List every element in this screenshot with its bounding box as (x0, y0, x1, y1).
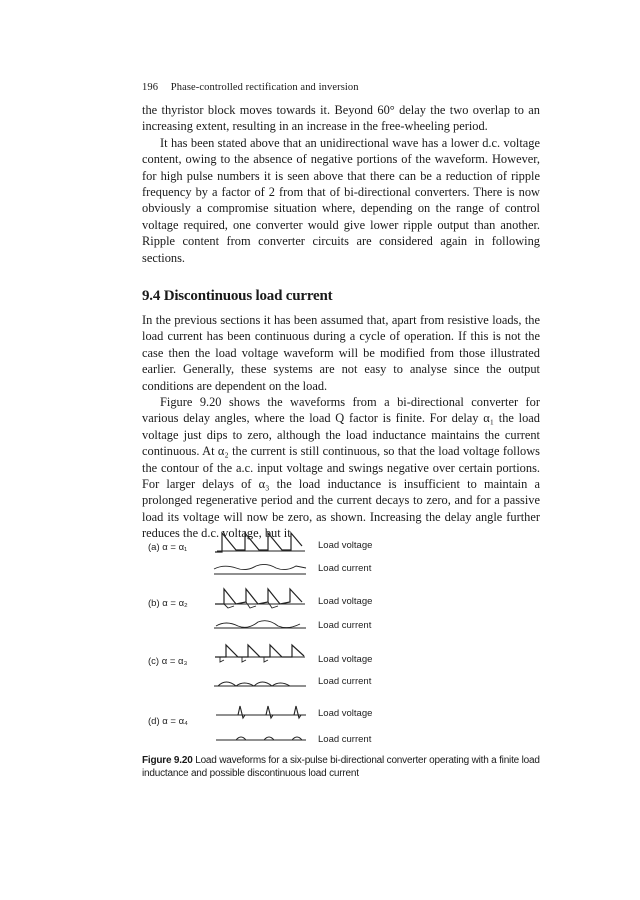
section-heading: 9.4 Discontinuous load current (142, 288, 333, 304)
row-b-label: (b) α = α₂ (148, 598, 188, 609)
row-d-current-label: Load current (318, 734, 372, 745)
row-b-voltage-waveform (212, 584, 307, 634)
row-a-voltage-waveform (212, 528, 307, 578)
running-title: Phase-controlled rectification and inversion (170, 82, 359, 93)
row-d-voltage-waveform (212, 700, 307, 750)
paragraph: In the previous sections it has been assumed that, apart from resistive loads, the load current has been continuous during a cycle of operation. If this is not the case then the load voltage waveform will be modified from those illustrated earlier. Generally, these systems are not easy to analyse since the output conditions are dependent on the load. (142, 313, 540, 393)
paragraph: the thyristor block moves towards it. Beyond 60° delay the two overlap to an increasing extent, resulting in an increase in the free-wheeling period. (142, 103, 540, 134)
row-a-current-label: Load current (318, 563, 372, 574)
row-c-label: (c) α = α₃ (148, 656, 188, 667)
paragraph: It has been stated above that an unidirectional wave has a lower d.c. voltage content, owing to the absence of negative portions of the waveform. However, for high pulse numbers it is seen above that there can be a reduction of ripple frequency by a factor of 2 from that of bi-directional converters. There is now obviously a compromise situation where, depending on the range of control voltage required, one converter would give lower ripple output than another. Ripple content from converter circuits are considered again in following sections. (142, 135, 540, 265)
caption-text: Load waveforms for a six-pulse bi-directional converter operating with a finite load inductance and possible discontinuous load current (142, 755, 540, 779)
row-c-current-label: Load current (318, 676, 372, 687)
running-header (142, 82, 359, 93)
paragraph: Figure 9.20 shows the waveforms from a bi-directional converter for various delay angles, where the load Q factor is finite. For delay α₁ the load voltage just dips to zero, although the load inductance maintains the current continuous. At α₂ the current is still continuous, so that the load voltage follows the contour of the a.c. input voltage and swings negative over certain portions. For larger delays of α₃ the load inductance is insufficient to maintain a prolonged regenerative period and the current decays to zero, and for a passive load its voltage will now be zero, as shown. Increasing the delay angle further reduces the d.c. voltage, but it (142, 395, 540, 541)
row-d-label: (d) α = α₄ (148, 716, 188, 727)
paragraph-block-1 (142, 102, 540, 266)
row-d-voltage-label: Load voltage (318, 708, 373, 719)
caption-number: Figure 9.20 (142, 755, 193, 766)
row-b-current-label: Load current (318, 620, 372, 631)
figure-caption (142, 755, 542, 780)
row-a-voltage-label: Load voltage (318, 540, 373, 551)
paragraph-block-2 (142, 312, 540, 542)
row-c-voltage-waveform (212, 642, 307, 692)
row-a-label: (a) α = α₁ (148, 542, 188, 553)
row-c-voltage-label: Load voltage (318, 654, 373, 665)
page-number: 196 (142, 82, 159, 93)
row-b-voltage-label: Load voltage (318, 596, 373, 607)
